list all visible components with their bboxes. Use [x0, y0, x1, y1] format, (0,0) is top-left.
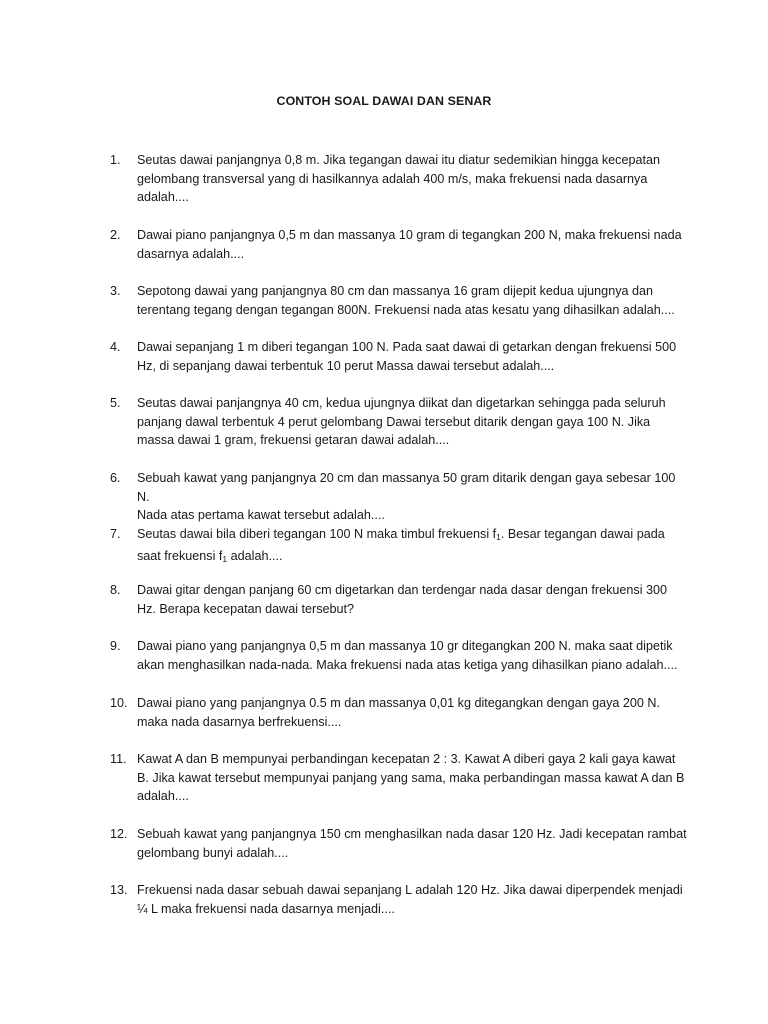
question-line-part: . Besar tegangan dawai pada — [500, 527, 665, 541]
question-number: 12. — [110, 827, 128, 841]
subscript: 1 — [496, 532, 501, 542]
question-item — [110, 151, 690, 207]
question-line: Frekuensi nada dasar sebuah dawai sepanjang L adalah 120 Hz. Jika dawai diperpendek menjadi — [137, 883, 683, 897]
question-line: massa dawai 1 gram, frekuensi getaran dawai adalah.... — [137, 433, 450, 448]
question-line: adalah.... — [137, 190, 189, 205]
question-number: 11. — [110, 752, 127, 766]
question-item — [110, 226, 690, 263]
question-line: maka nada dasarnya berfrekuensi.... — [137, 714, 342, 729]
question-line: dasarnya adalah.... — [137, 246, 245, 261]
question-item — [110, 469, 690, 525]
question-text — [137, 825, 690, 862]
question-item — [110, 394, 690, 450]
question-line: Hz. Berapa kecepatan dawai tersebut? — [137, 601, 355, 616]
question-line-part: adalah.... — [227, 548, 283, 563]
question-line: Dawai sepanjang 1 m diberi tegangan 100 N. Pada saat dawai di getarkan dengan frekuensi 500 — [137, 340, 677, 354]
question-line: Seutas dawai panjangnya 0,8 m. Jika tegangan dawai itu diatur sedemikian hingga kecepatan — [137, 153, 660, 167]
question-number: 2. — [110, 228, 121, 242]
question-line: B. Jika kawat tersebut mempunyai panjang yang sama, maka perbandingan massa kawat A dan B — [137, 770, 685, 785]
question-text — [137, 881, 690, 918]
question-item — [110, 750, 690, 806]
question-line: panjang dawal terbentuk 4 perut gelombang Dawai tersebut ditarik dengan gaya 100 N. Jika — [137, 414, 651, 429]
question-text — [137, 750, 690, 806]
question-number: 5. — [110, 396, 121, 410]
question-line: terentang tegang dengan tegangan 800N. Frekuensi nada atas kesatu yang dihasilkan adalah.... — [137, 302, 675, 317]
question-text — [137, 637, 690, 674]
question-line: gelombang transversal yang di hasilkannya adalah 400 m/s, maka frekuensi nada dasarnya — [137, 171, 648, 186]
question-text — [137, 226, 690, 263]
question-line: Dawai piano yang panjangnya 0,5 m dan massanya 10 gr ditegangkan 200 N. maka saat dipetik — [137, 639, 673, 653]
question-item — [110, 282, 690, 319]
question-line: Kawat A dan B mempunyai perbandingan kecepatan 2 : 3. Kawat A diberi gaya 2 kali gaya kawat — [137, 752, 676, 766]
question-item — [110, 338, 690, 375]
question-line: Dawai piano panjangnya 0,5 m dan massanya 10 gram di tegangkan 200 N, maka frekuensi nada — [137, 228, 682, 242]
question-text — [137, 338, 690, 375]
question-line: Sebuah kawat yang panjangnya 150 cm menghasilkan nada dasar 120 Hz. Jadi kecepatan rambat — [137, 827, 687, 841]
document-title: CONTOH SOAL DAWAI DAN SENAR — [276, 94, 492, 108]
question-line: Sepotong dawai yang panjangnya 80 cm dan massanya 16 gram dijepit kedua ujungnya dan — [137, 284, 654, 298]
question-text — [137, 282, 690, 319]
question-text — [137, 581, 690, 618]
question-number: 10. — [110, 696, 128, 710]
question-line-part: Seutas dawai bila diberi tegangan 100 N maka timbul frekuensi f — [137, 527, 497, 541]
question-line: akan menghasilkan nada-nada. Maka frekuensi nada atas ketiga yang dihasilkan piano adalah.... — [137, 657, 678, 672]
question-number: 1. — [110, 153, 121, 167]
question-line: Seutas dawai panjangnya 40 cm, kedua ujungnya diikat dan digetarkan sehingga pada seluruh — [137, 396, 666, 410]
question-text — [137, 394, 690, 450]
question-text — [137, 694, 690, 731]
question-item — [110, 694, 690, 731]
question-number: 6. — [110, 471, 121, 485]
question-line: Sebuah kawat yang panjangnya 20 cm dan massanya 50 gram ditarik dengan gaya sebesar 100 N. — [137, 471, 676, 504]
question-line: gelombang bunyi adalah.... — [137, 845, 289, 860]
question-item — [110, 525, 690, 568]
question-line: Nada atas pertama kawat tersebut adalah.... — [137, 508, 385, 523]
question-number: 3. — [110, 284, 121, 298]
question-number: 8. — [110, 583, 121, 597]
question-number: 9. — [110, 639, 121, 653]
question-number: 7. — [110, 527, 121, 541]
question-text — [137, 525, 690, 568]
question-number: 13. — [110, 883, 128, 897]
question-item — [110, 637, 690, 674]
question-item — [110, 881, 690, 918]
question-number: 4. — [110, 340, 121, 354]
question-line: ¼ L maka frekuensi nada dasarnya menjadi.... — [137, 901, 395, 916]
question-line: Dawai gitar dengan panjang 60 cm digetarkan dan terdengar nada dasar dengan frekuensi 300 — [137, 583, 668, 597]
subscript: 1 — [222, 553, 228, 564]
question-text — [137, 151, 690, 207]
question-line-part: saat frekuensi f — [137, 548, 223, 563]
question-line: adalah.... — [137, 789, 189, 804]
question-text — [137, 469, 690, 525]
question-item — [110, 581, 690, 618]
question-line: Dawai piano yang panjangnya 0.5 m dan massanya 0,01 kg ditegangkan dengan gaya 200 N. — [137, 696, 661, 710]
question-item — [110, 825, 690, 862]
question-line: Hz, di sepanjang dawai terbentuk 10 perut Massa dawai tersebut adalah.... — [137, 358, 555, 373]
